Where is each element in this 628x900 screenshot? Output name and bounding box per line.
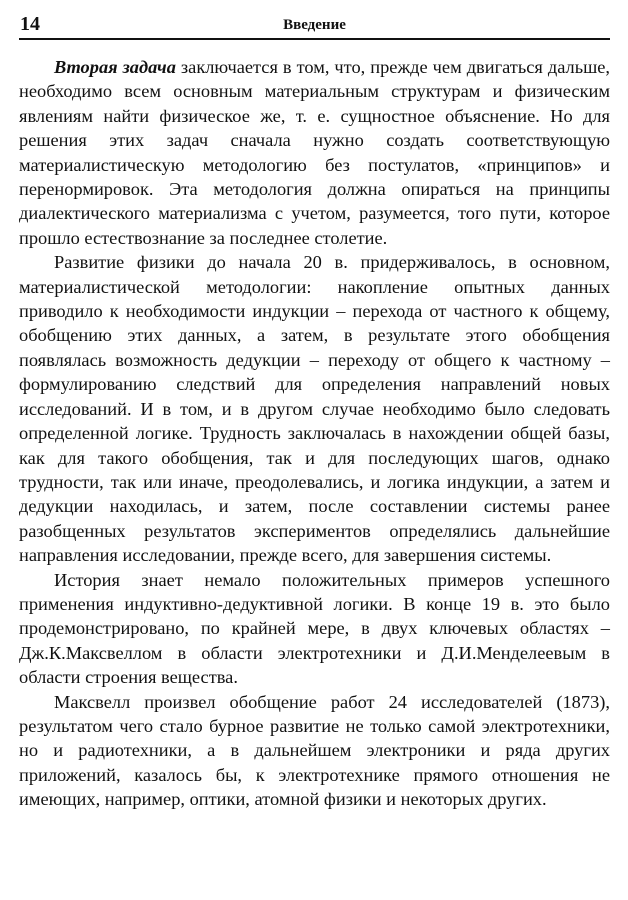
paragraph-1 <box>19 55 610 250</box>
paragraph-4: Максвелл произвел обобщение работ 24 исследователей (1873), результатом чего стало бурное развитие не только самой электротехники, но и радиотехники, а в дальнейшем электроники и ряда других приложений, казалось бы, к электротехнике прямого отношения не имеющих, например, оптики, атомной физики и некоторых других. <box>19 691 610 810</box>
book-page <box>19 12 610 812</box>
paragraph-3: История знает немало положительных примеров успешного применения индуктивно-дедуктивной логики. В конце 19 в. это было продемонстрировано, по крайней мере, в двух ключевых областях – Дж.К.Максвеллом в области электротехники и Д.И.Менделеевым в области строения вещества. <box>19 569 610 688</box>
paragraph-2: Развитие физики до начала 20 в. придерживалось, в основном, материалистической методологии: накопление опытных данных приводило к необходимости индукции – перехода от частного к общему, обобщению этих данных, а затем, в результате этого обобщения появлялась возможность дедукции – переходу от общего к частному – формулированию следствий для определения направлений новых исследований. И в том, и в другом случае необходимо было следовать определенной логике. Трудность заключалась в нахождении общей базы, как для такого обобщения, так и для последующих шагов, однако трудности, так или иначе, преодолевались, и логика индукции, а затем и дедукции находилась, и затем, после составлении системы ранее разобщенных результатов экспериментов определялись дальнейшие направления исследовании, прежде всего, для завершения системы. <box>19 252 610 566</box>
paragraph-1-text: заключается в том, что, прежде чем двигаться дальше, необходимо всем основным материальным структурам и физическим явлениям найти физическое же, т. е. сущностное объяснение. Но для решения этих задач сначала нужно создать соответствующую материалистическую методологию без постулатов, «принципов» и перенормировок. Эта методология должна опираться на принципы диалектического материализма с учетом, разумеется, того пути, которое прошло естествознание за последнее столетие. <box>19 57 611 248</box>
page-number: 14 <box>20 13 40 35</box>
chapter-title: Введение <box>283 17 346 33</box>
lead-term: Вторая задача <box>54 57 176 77</box>
running-header <box>19 12 610 40</box>
body-text <box>19 55 610 812</box>
